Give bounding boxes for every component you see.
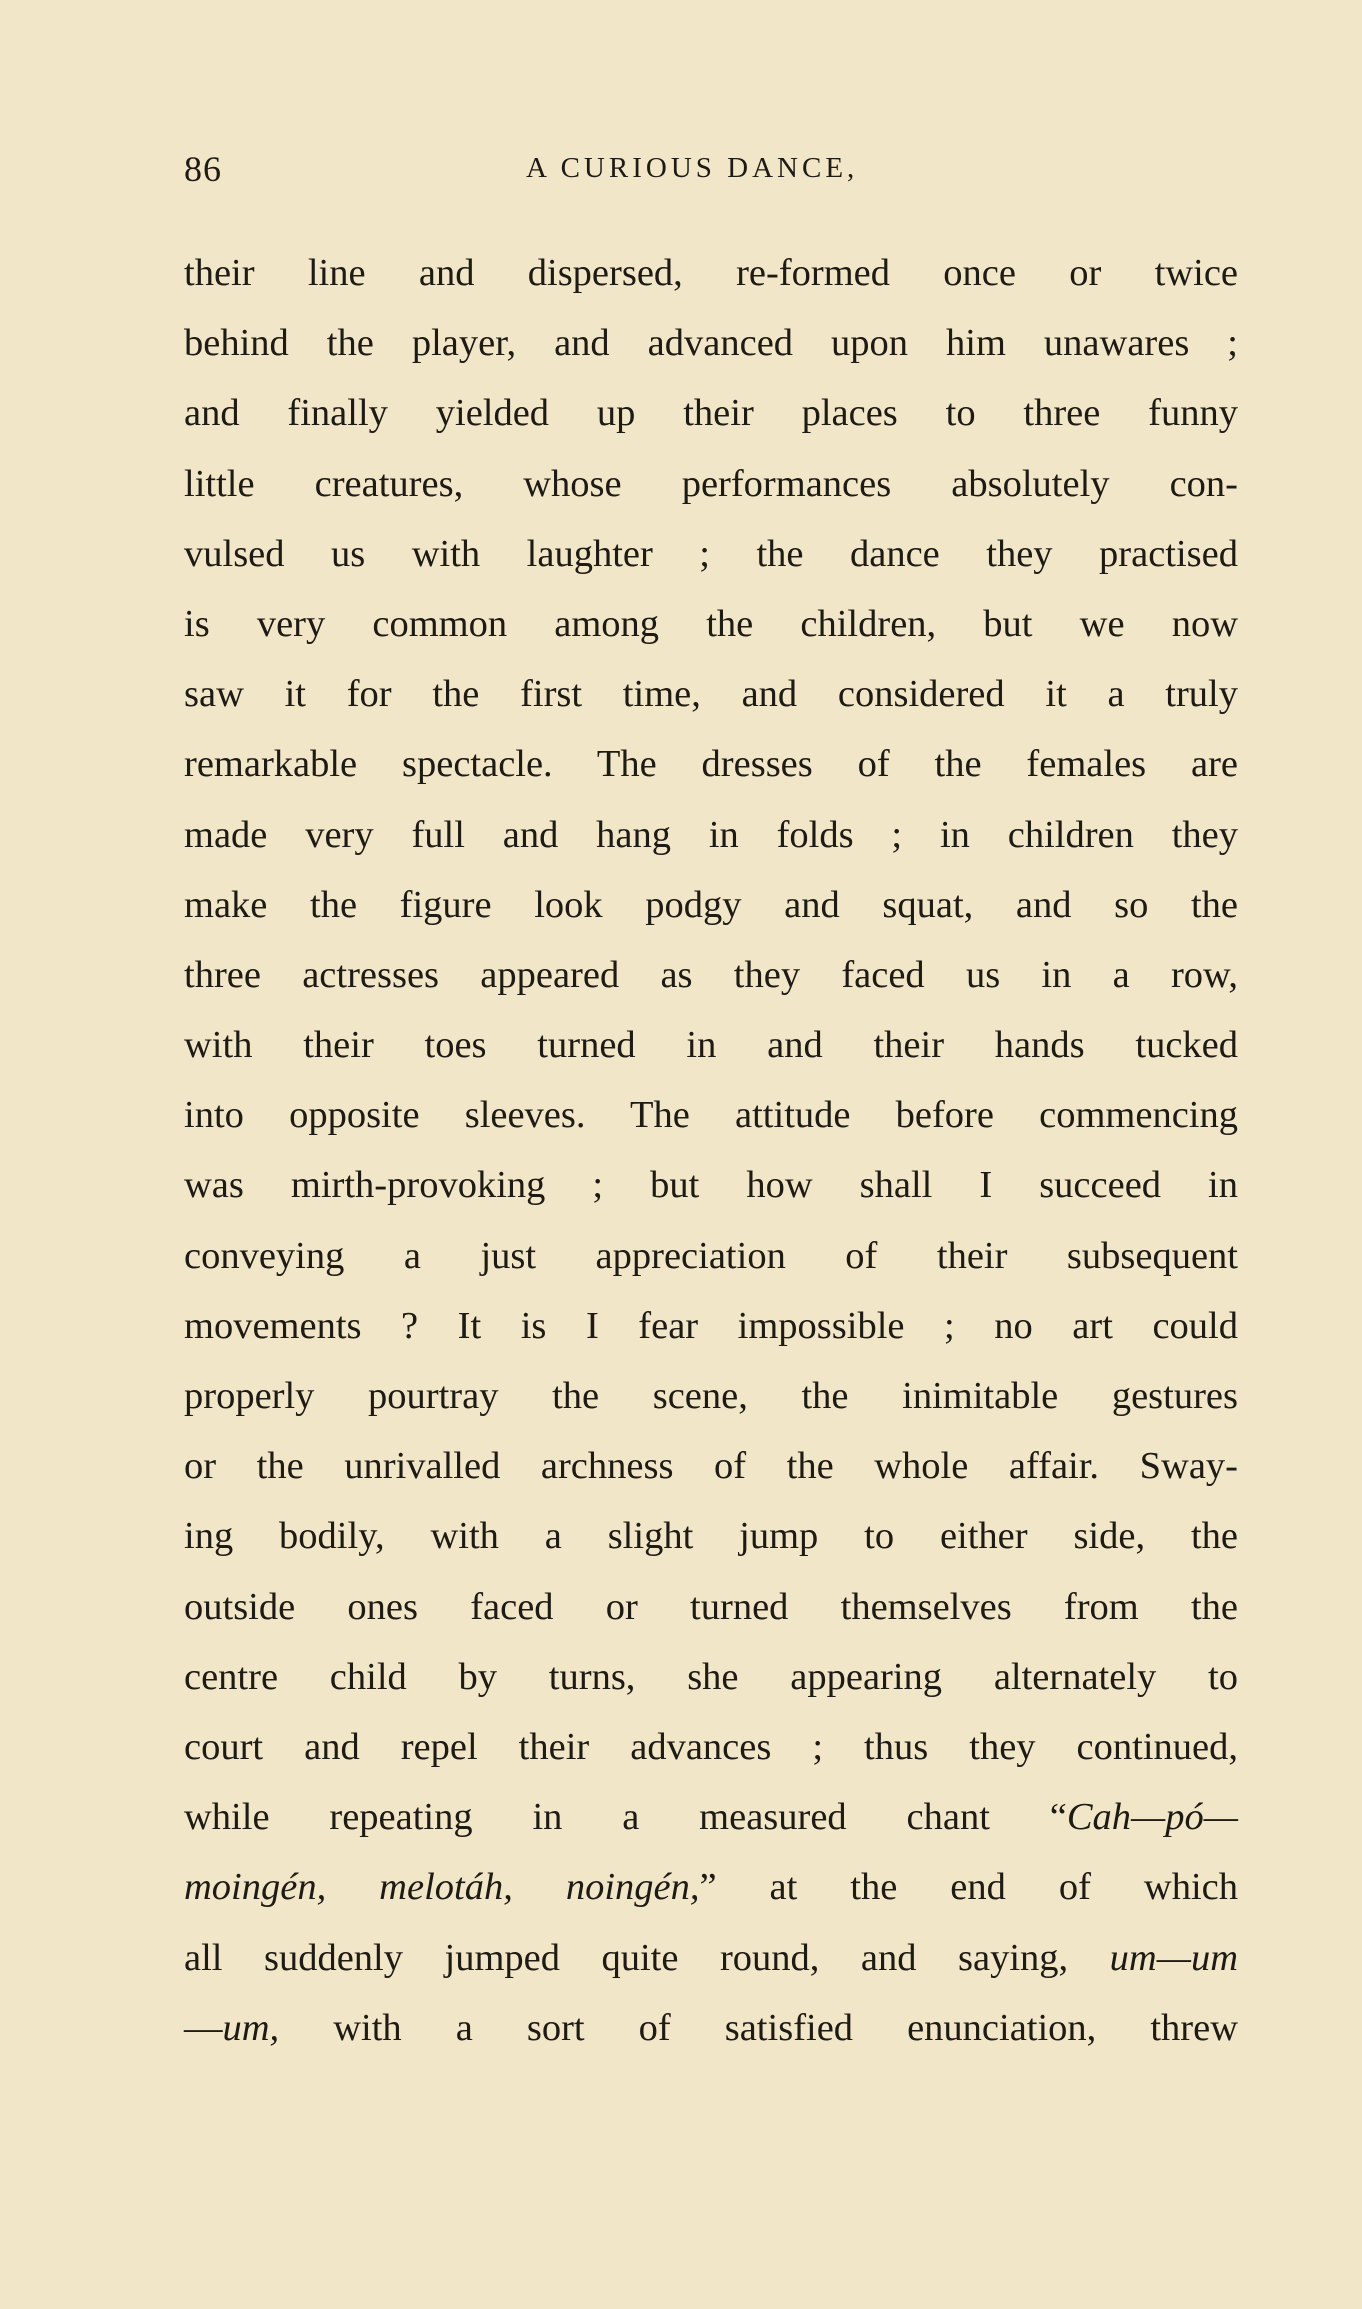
line-segment: with a sort of satisfied enunciation, threw bbox=[333, 2006, 1239, 2049]
line-italic-segment: moingén, melotáh, noingén, bbox=[184, 1866, 700, 1909]
text-line-mixed bbox=[184, 1993, 1238, 2063]
text-line: court and repel their advances ; thus they continued, bbox=[184, 1725, 1238, 1768]
text-line: was mirth-provoking ; but how shall I succeed in bbox=[184, 1164, 1238, 1207]
text-line: remarkable spectacle. The dresses of the females are bbox=[184, 743, 1238, 786]
line-segment: ” at the end of which bbox=[699, 1866, 1238, 1909]
text-line: properly pourtray the scene, the inimitable gestures bbox=[184, 1375, 1238, 1417]
text-line: or the unrivalled archness of the whole affair. Sway- bbox=[184, 1445, 1238, 1488]
text-line: conveying a just appreciation of their subsequent bbox=[184, 1234, 1238, 1277]
text-line: behind the player, and advanced upon him unawares ; bbox=[184, 322, 1238, 365]
text-line: outside ones faced or turned themselves from the bbox=[184, 1585, 1238, 1628]
text-line: their line and dispersed, re-formed once or twice bbox=[184, 252, 1238, 294]
text-line: centre child by turns, she appearing alternately to bbox=[184, 1655, 1238, 1698]
text-line-mixed bbox=[184, 1782, 1238, 1852]
line-segment: — bbox=[184, 2006, 223, 2049]
text-line: into opposite sleeves. The attitude before commencing bbox=[184, 1094, 1238, 1137]
text-line: and finally yielded up their places to three funny bbox=[184, 392, 1238, 435]
text-line: made very full and hang in folds ; in children they bbox=[184, 813, 1238, 856]
page-number: 86 bbox=[184, 149, 222, 189]
text-line-mixed bbox=[184, 1923, 1238, 1993]
text-line: is very common among the children, but we now bbox=[184, 602, 1238, 645]
text-line: three actresses appeared as they faced us in a row, bbox=[184, 953, 1238, 996]
text-line: saw it for the first time, and considered it a truly bbox=[184, 673, 1238, 716]
line-italic-segment: Cah—pó— bbox=[1066, 1796, 1238, 1839]
text-line: vulsed us with laughter ; the dance they practised bbox=[184, 532, 1238, 575]
body-text bbox=[184, 238, 1238, 2063]
running-head: A CURIOUS DANCE, bbox=[526, 152, 859, 184]
page-header bbox=[0, 148, 1362, 198]
line-italic-segment: um, bbox=[222, 2006, 280, 2049]
line-italic-segment: um—um bbox=[1109, 1936, 1239, 1979]
text-line-mixed bbox=[184, 1852, 1238, 1922]
text-line: ing bodily, with a slight jump to either side, the bbox=[184, 1515, 1238, 1558]
text-line: with their toes turned in and their hands tucked bbox=[184, 1024, 1238, 1067]
line-segment: all suddenly jumped quite round, and saying, bbox=[184, 1936, 1069, 1979]
line-segment: while repeating in a measured chant “ bbox=[184, 1796, 1067, 1839]
text-line: make the figure look podgy and squat, and so the bbox=[184, 883, 1238, 926]
text-line: little creatures, whose performances absolutely con- bbox=[184, 462, 1238, 505]
text-line: movements ? It is I fear impossible ; no art could bbox=[184, 1304, 1238, 1347]
